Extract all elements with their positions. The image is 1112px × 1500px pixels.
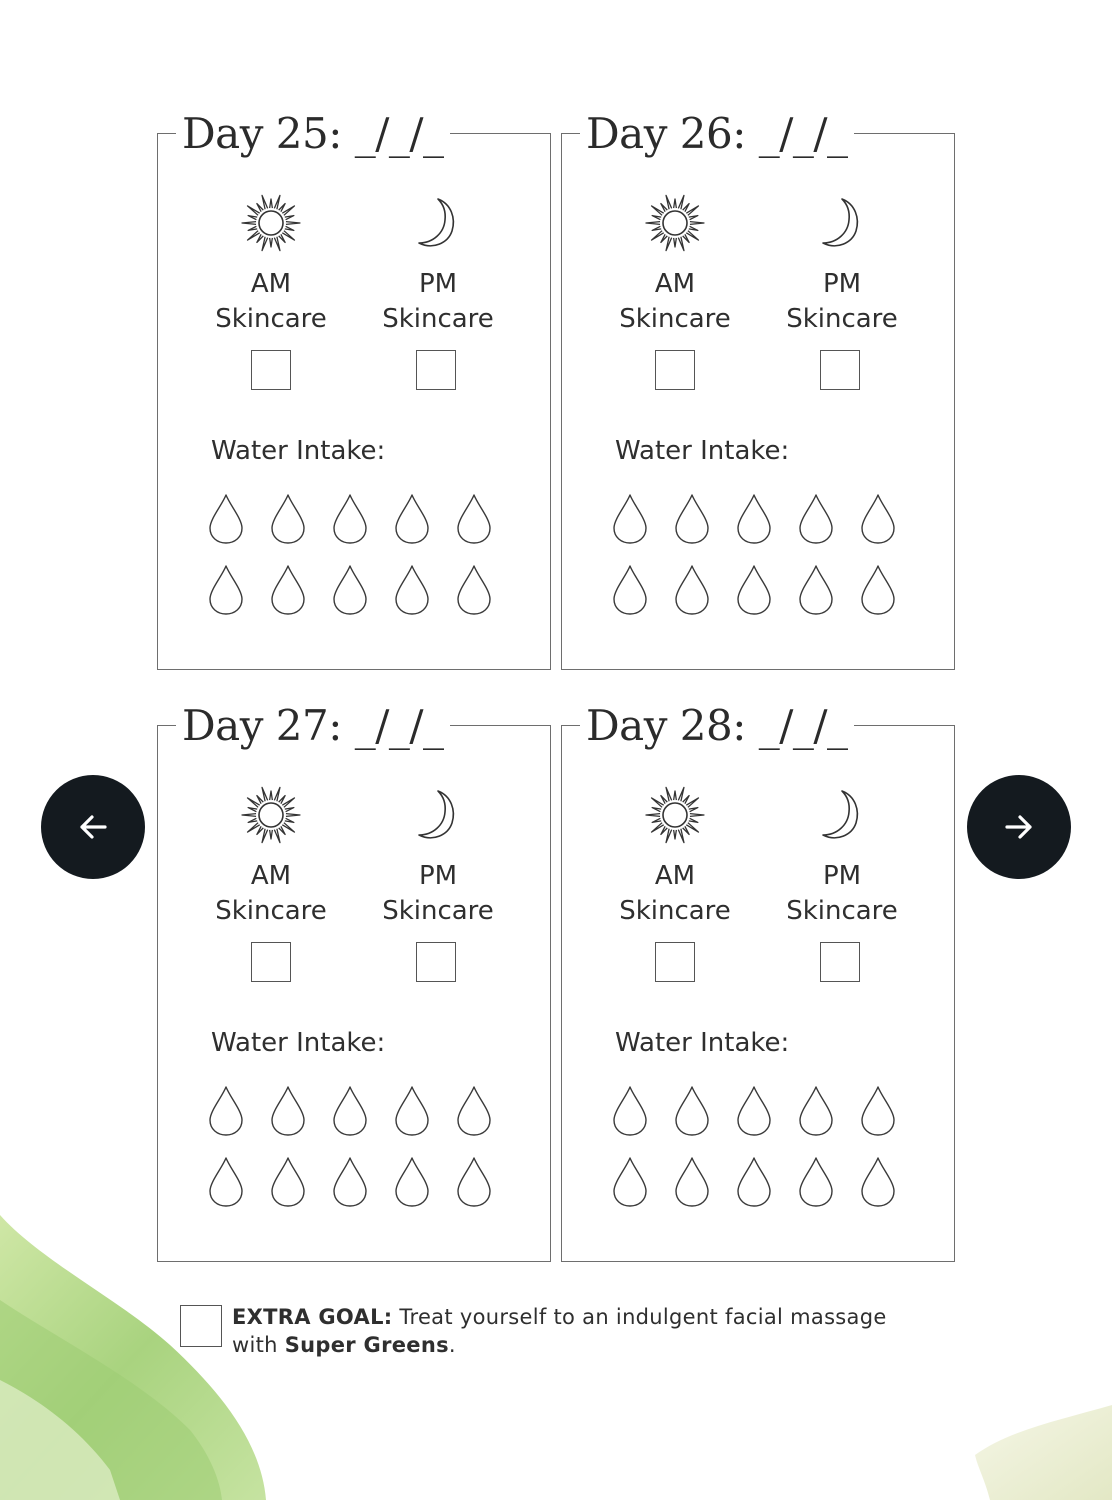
- extra-goal-end: .: [448, 1333, 456, 1357]
- water-drop-icon[interactable]: [612, 1085, 648, 1137]
- pm-skincare-checkbox[interactable]: [416, 942, 456, 982]
- water-drop-icon[interactable]: [332, 1156, 368, 1208]
- water-drop-icon[interactable]: [208, 493, 244, 545]
- pm-label-line2: Skincare: [786, 304, 898, 334]
- water-drop-icon[interactable]: [456, 1156, 492, 1208]
- am-skincare-label: [196, 859, 346, 929]
- day-card-25: [157, 109, 551, 670]
- pm-label-line2: Skincare: [382, 304, 494, 334]
- extra-goal-label: EXTRA GOAL:: [232, 1305, 393, 1329]
- extra-goal-checkbox[interactable]: [180, 1305, 222, 1347]
- day-card-27: [157, 701, 551, 1262]
- pm-label-line1: PM: [822, 269, 862, 299]
- arrow-right-icon: [1001, 809, 1037, 845]
- water-drop-icon[interactable]: [674, 493, 710, 545]
- am-label-line2: Skincare: [619, 896, 731, 926]
- pm-skincare-checkbox[interactable]: [416, 350, 456, 390]
- water-drop-icon[interactable]: [332, 493, 368, 545]
- sun-icon: [644, 784, 706, 850]
- pm-skincare-label: [363, 859, 513, 929]
- day-title: Day 26: _/_/_: [580, 108, 854, 160]
- water-drop-icon[interactable]: [860, 564, 896, 616]
- extra-goal-product: Super Greens: [284, 1333, 449, 1357]
- water-drop-icon[interactable]: [860, 1085, 896, 1137]
- water-drop-icon[interactable]: [860, 1156, 896, 1208]
- water-drop-icon[interactable]: [270, 1085, 306, 1137]
- pm-skincare-checkbox[interactable]: [820, 942, 860, 982]
- moon-icon: [411, 196, 461, 256]
- moon-icon: [815, 196, 865, 256]
- day-title: Day 25: _/_/_: [176, 108, 450, 160]
- am-skincare-checkbox[interactable]: [655, 942, 695, 982]
- am-skincare-label: [600, 267, 750, 337]
- am-skincare-label: [600, 859, 750, 929]
- water-drop-icon[interactable]: [394, 1085, 430, 1137]
- pm-skincare-label: [363, 267, 513, 337]
- water-drop-icon[interactable]: [798, 564, 834, 616]
- water-drop-icon[interactable]: [208, 1156, 244, 1208]
- water-drops: [612, 1085, 912, 1215]
- day-title: Day 27: _/_/_: [176, 700, 450, 752]
- water-drops: [208, 1085, 508, 1215]
- day-title: Day 28: _/_/_: [580, 700, 854, 752]
- water-drop-icon[interactable]: [612, 493, 648, 545]
- water-drop-icon[interactable]: [736, 1156, 772, 1208]
- water-intake-label: Water Intake:: [211, 436, 386, 466]
- extra-goal-text: [232, 1303, 932, 1359]
- moon-icon: [815, 788, 865, 848]
- water-drop-icon[interactable]: [736, 564, 772, 616]
- water-drop-icon[interactable]: [612, 1156, 648, 1208]
- pm-label-line2: Skincare: [382, 896, 494, 926]
- sun-icon: [644, 192, 706, 258]
- water-drop-icon[interactable]: [798, 1085, 834, 1137]
- am-label-line1: AM: [654, 269, 696, 299]
- water-drop-icon[interactable]: [456, 564, 492, 616]
- arrow-left-icon: [75, 809, 111, 845]
- water-intake-label: Water Intake:: [615, 436, 790, 466]
- water-drop-icon[interactable]: [798, 1156, 834, 1208]
- water-drop-icon[interactable]: [208, 564, 244, 616]
- pm-label-line1: PM: [418, 269, 458, 299]
- day-card-26: [561, 109, 955, 670]
- am-skincare-checkbox[interactable]: [251, 942, 291, 982]
- water-drop-icon[interactable]: [674, 1085, 710, 1137]
- water-intake-label: Water Intake:: [615, 1028, 790, 1058]
- water-drop-icon[interactable]: [674, 564, 710, 616]
- water-drop-icon[interactable]: [674, 1156, 710, 1208]
- water-drop-icon[interactable]: [456, 493, 492, 545]
- pm-skincare-label: [767, 859, 917, 929]
- previous-page-button[interactable]: [41, 775, 145, 879]
- pm-skincare-checkbox[interactable]: [820, 350, 860, 390]
- water-drop-icon[interactable]: [612, 564, 648, 616]
- water-drop-icon[interactable]: [798, 493, 834, 545]
- water-drop-icon[interactable]: [332, 1085, 368, 1137]
- water-drop-icon[interactable]: [270, 1156, 306, 1208]
- water-drop-icon[interactable]: [456, 1085, 492, 1137]
- am-label-line2: Skincare: [215, 304, 327, 334]
- am-label-line1: AM: [250, 861, 292, 891]
- pm-skincare-label: [767, 267, 917, 337]
- water-drop-icon[interactable]: [394, 564, 430, 616]
- water-drop-icon[interactable]: [736, 493, 772, 545]
- water-drop-icon[interactable]: [736, 1085, 772, 1137]
- water-drop-icon[interactable]: [208, 1085, 244, 1137]
- am-label-line2: Skincare: [619, 304, 731, 334]
- am-label-line1: AM: [654, 861, 696, 891]
- water-drop-icon[interactable]: [394, 493, 430, 545]
- am-label-line1: AM: [250, 269, 292, 299]
- water-intake-label: Water Intake:: [211, 1028, 386, 1058]
- water-drop-icon[interactable]: [332, 564, 368, 616]
- pm-label-line1: PM: [418, 861, 458, 891]
- moon-icon: [411, 788, 461, 848]
- water-drop-icon[interactable]: [270, 493, 306, 545]
- am-label-line2: Skincare: [215, 896, 327, 926]
- water-drop-icon[interactable]: [270, 564, 306, 616]
- water-drop-icon[interactable]: [860, 493, 896, 545]
- next-page-button[interactable]: [967, 775, 1071, 879]
- sun-icon: [240, 192, 302, 258]
- water-drops: [208, 493, 508, 623]
- day-card-28: [561, 701, 955, 1262]
- extra-goal-description: Treat yourself to an indulgent facial massage with: [232, 1305, 887, 1357]
- water-drops: [612, 493, 912, 623]
- am-skincare-checkbox[interactable]: [251, 350, 291, 390]
- am-skincare-label: [196, 267, 346, 337]
- water-drop-icon[interactable]: [394, 1156, 430, 1208]
- sun-icon: [240, 784, 302, 850]
- pm-label-line1: PM: [822, 861, 862, 891]
- am-skincare-checkbox[interactable]: [655, 350, 695, 390]
- pm-label-line2: Skincare: [786, 896, 898, 926]
